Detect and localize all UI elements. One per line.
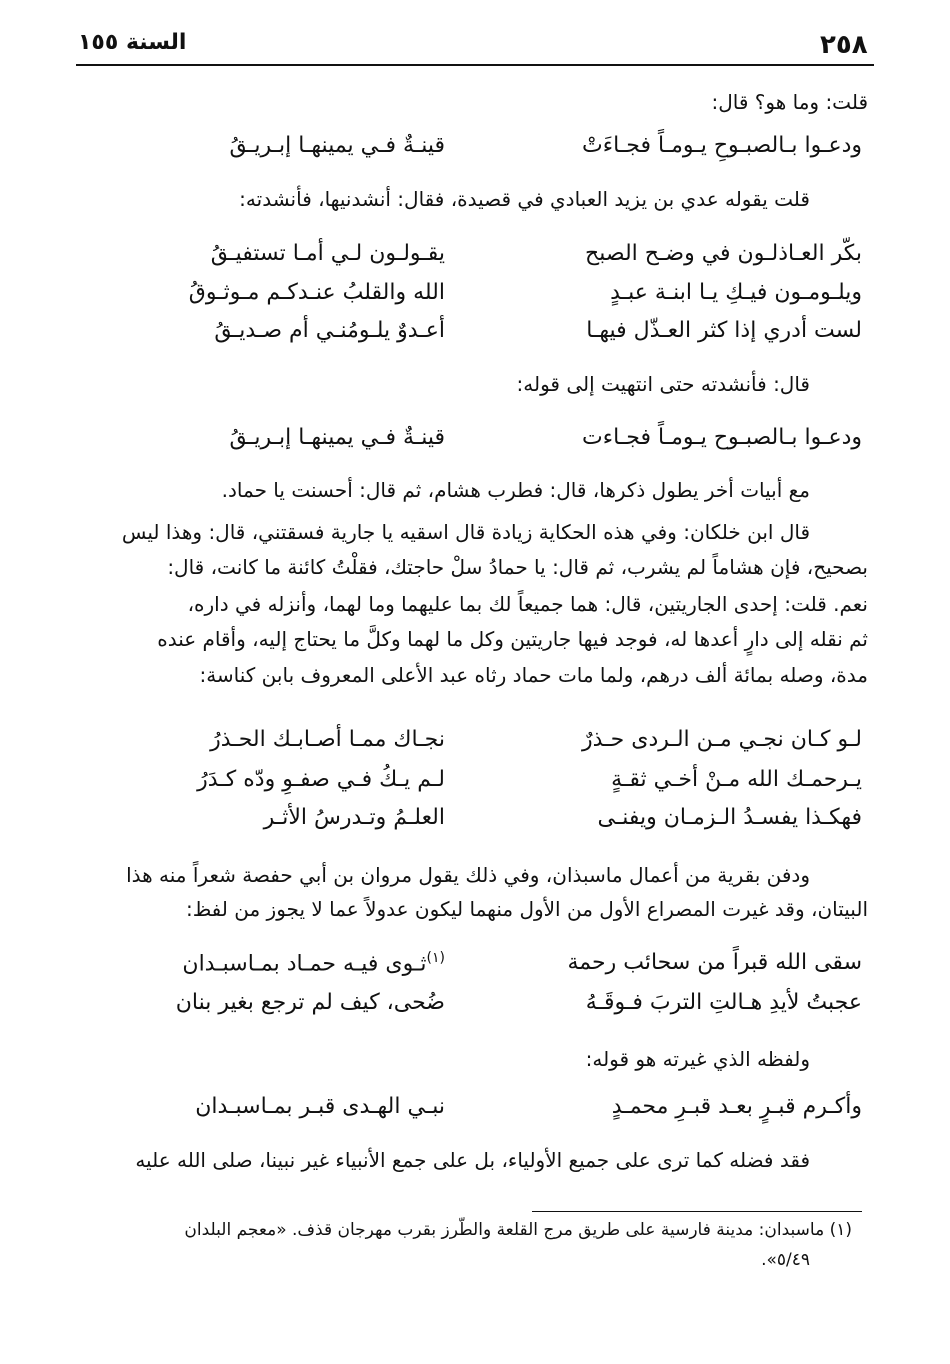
verse-first-hemistich: فهكـذا يفسـدُ الـزمـان ويفنـى: [597, 805, 862, 830]
verse-second-hemistich: نبـي الهـدى قبـر بمـاسبـدان: [195, 1094, 445, 1119]
footnote-line: (١) ماسبدان: مدينة فارسية على طريق مرج القلعة والطّرز بقرب مهرجان قذف. «معجم البلدان: [184, 1220, 852, 1240]
footnote-line: ٥/٤٩».: [761, 1250, 810, 1270]
verse-second-hemistich: قينـةٌ فـي يمينهـا إبـريـقُ: [229, 425, 445, 450]
prose-line: قال: فأنشدته حتى انتهيت إلى قوله:: [516, 372, 810, 396]
verse-first-hemistich: عجبتُ لأيدِ هـالتِ التربَ فـوقَـهُ: [585, 990, 862, 1015]
prose-line: البيتان، وقد غيرت المصراع الأول من الأول منهما ليكون عدولاً عما لا يجوز من لفظ:: [185, 897, 868, 921]
prose-line: قلت: وما هو؟ قال:: [711, 90, 868, 114]
verse-first-hemistich: ودعـوا بـالصبـوح يـومـاً فجـاءت: [582, 425, 862, 450]
verse-first-hemistich: وأكـرم قبـرٍ بعـد قبـرِ محمـدٍ: [611, 1094, 862, 1119]
prose-line: ولفظه الذي غيرته هو قوله:: [585, 1047, 810, 1071]
prose-line: قال ابن خلكان: وفي هذه الحكاية زيادة قال اسقيه يا جارية فسقتني، قال: وهذا ليس: [121, 520, 810, 544]
verse-second-hemistich: $^{(١)}$ثـوى فيـه حمـاد بمـاسبـدان: [182, 950, 445, 977]
footnote-divider: [532, 1211, 862, 1212]
prose-line: بصحيح، فإن هشاماً لم يشرب، ثم قال: يا حمادُ سلْ حاجتك، فقلْتُ كائنة ما كانت، قال:: [167, 555, 868, 579]
footnote-marker: (١): [426, 950, 445, 966]
verse-first-hemistich: لست أدري إذا كثر العـذّل فيهـا: [586, 318, 862, 343]
verse-first-hemistich: ويلـومـون فيـكِ يـا ابنـة عبـدٍ: [610, 280, 862, 305]
prose-line: ثم نقله إلى دارٍ أعدها له، فوجد فيها جاريتين وكل ما لهما وكلَّ ما يحتاج إليه، وأقام عنده: [157, 627, 868, 651]
verse-second-hemistich: ضُحى، كيف لم ترجع بغير بنان: [175, 990, 445, 1015]
verse-second-hemistich: لـم يـكُ فـي صفـوِ ودّه كـدَرُ: [197, 767, 445, 792]
verse-first-hemistich: يـرحمـك الله مـنْ أخـي ثقـةٍ: [611, 767, 862, 792]
prose-line: ودفن بقرية من أعمال ماسبذان، وفي ذلك يقول مروان بن أبي حفصة شعراً منه هذا: [126, 863, 810, 887]
running-header-year: السنة ١٥٥: [78, 30, 187, 55]
verse-first-hemistich: بكّر العـاذلـون في وضـح الصبح: [585, 241, 862, 266]
verse-first-hemistich: سقى الله قبراً من سحائب رحمة: [567, 950, 862, 975]
header-divider: [76, 64, 874, 66]
prose-line: مدة، وصله بمائة ألف درهم، ولما مات حماد رثاه عبد الأعلى المعروف بابن كناسة:: [199, 663, 868, 687]
verse-second-hemistich: نجـاك ممـا أصـابـك الحـذرُ: [210, 727, 445, 752]
verse-first-hemistich: لـو كـان نجـي مـن الـردى حـذرٌ: [582, 727, 862, 752]
prose-line: قلت يقوله عدي بن يزيد العبادي في قصيدة، فقال: أنشدنيها، فأنشدته:: [239, 187, 810, 211]
verse-second-hemistich: يقـولـون لـي أمـا تستفيـقُ: [210, 241, 445, 266]
verse-second-hemistich: الله والقلبُ عنـدكـم مـوثـوقُ: [188, 280, 445, 305]
page-number: ٢٥٨: [820, 30, 868, 60]
verse-first-hemistich: ودعـوا بـالصبـوحِ يـومـاً فجـاءَتْ: [582, 133, 862, 158]
prose-line: فقد فضله كما ترى على جميع الأولياء، بل على جمع الأنبياء غير نبينا، صلى الله عليه: [135, 1148, 810, 1172]
verse-second-hemistich: أعـدوٌ يلـومُنـي أم صـديـقُ: [214, 318, 445, 343]
prose-line: مع أبيات أخر يطول ذكرها، قال: فطرب هشام، ثم قال: أحسنت يا حماد.: [221, 478, 810, 502]
verse-second-hemistich: العلـمُ وتـدرسُ الأثـر: [263, 805, 445, 830]
verse-second-hemistich: قينـةٌ فـي يمينهـا إبـريـقُ: [229, 133, 445, 158]
prose-line: نعم. قلت: إحدى الجاريتين، قال: هما جميعاً لك بما عليهما وما لهما، وأنزله في داره،: [187, 592, 868, 616]
